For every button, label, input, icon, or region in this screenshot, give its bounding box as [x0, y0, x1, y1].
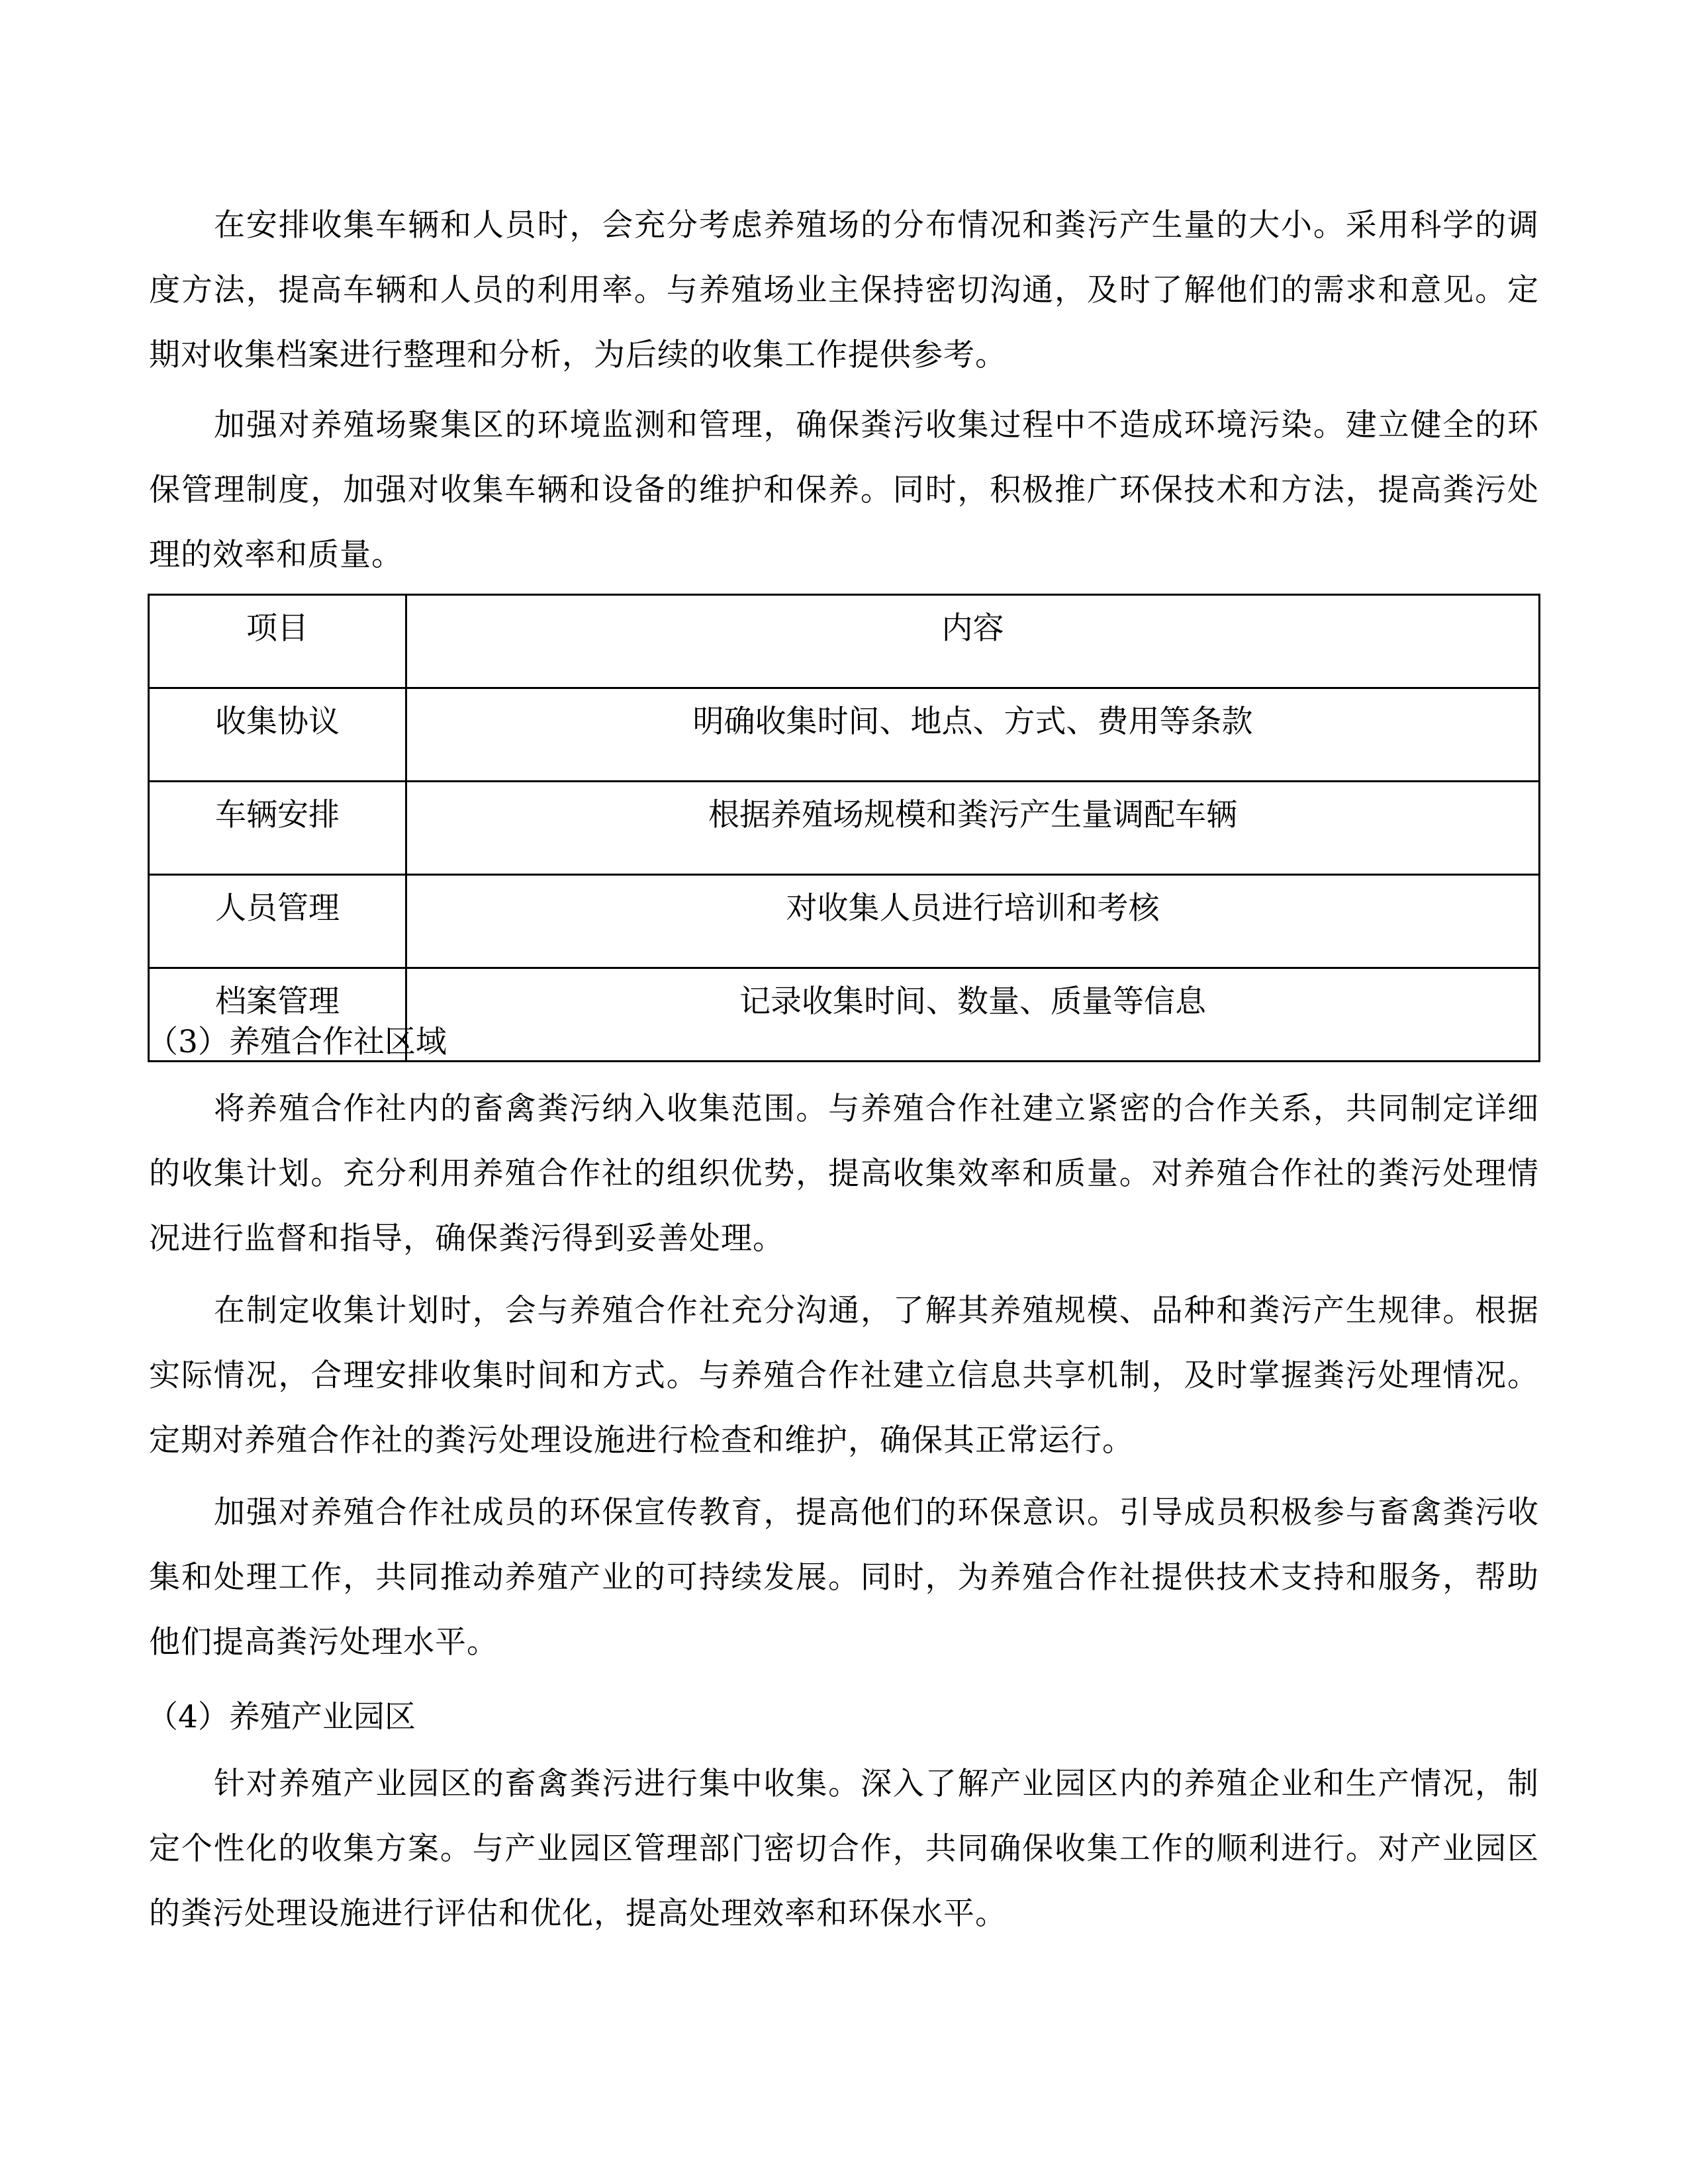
environment-section: [149, 393, 1539, 588]
section-4-paragraph-1-block: [149, 1752, 1539, 1946]
section-3-paragraph-3: 加强对养殖合作社成员的环保宣传教育，提高他们的环保意识。引导成员积极参与畜禽粪污收集和处理工作，共同推动养殖产业的可持续发展。同时，为养殖合作社提供技术支持和服务，帮助他们提高粪污处理水平。: [149, 1494, 1539, 1661]
section-4-paragraph-1: 针对养殖产业园区的畜禽粪污进行集中收集。深入了解产业园区内的养殖企业和生产情况，制定个性化的收集方案。与产业园区管理部门密切合作，共同确保收集工作的顺利进行。对产业园区的粪污处理设施进行评估和优化，提高处理效率和环保水平。: [149, 1766, 1539, 1932]
section-3-paragraph-1: 将养殖合作社内的畜禽粪污纳入收集范围。与养殖合作社建立紧密的合作关系，共同制定详细的收集计划。充分利用养殖合作社的组织优势，提高收集效率和质量。对养殖合作社的粪污处理情况进行监督和指导，确保粪污得到妥善处理。: [149, 1091, 1539, 1257]
table-row: [149, 688, 1540, 782]
table-cell-item: 人员管理: [149, 875, 406, 968]
paragraph-environment-monitoring: 加强对养殖场聚集区的环境监测和管理，确保粪污收集过程中不造成环境污染。建立健全的环保管理制度，加强对收集车辆和设备的维护和保养。同时，积极推广环保技术和方法，提高粪污处理的效率和质量。: [149, 407, 1539, 573]
table-cell-content: 对收集人员进行培训和考核: [406, 875, 1540, 968]
section-3-paragraph-2: 在制定收集计划时，会与养殖合作社充分沟通，了解其养殖规模、品种和粪污产生规律。根据实际情况，合理安排收集时间和方式。与养殖合作社建立信息共享机制，及时掌握粪污处理情况。定期对养殖合作社的粪污处理设施进行检查和维护，确保其正常运行。: [149, 1293, 1539, 1459]
intro-section: [149, 193, 1539, 388]
table-cell-content: 记录收集时间、数量、质量等信息: [406, 968, 1540, 1062]
table-cell-item: 档案管理: [149, 968, 406, 1062]
collection-management-table: [148, 594, 1540, 1062]
section-4-heading: （4）养殖产业园区: [147, 1699, 416, 1735]
section-3-heading: （3）养殖合作社区域: [147, 1024, 447, 1060]
table-row: [149, 782, 1540, 875]
table-cell-content: 根据养殖场规模和粪污产生量调配车辆: [406, 782, 1540, 875]
section-3-paragraph-2-block: [149, 1279, 1539, 1473]
table-header-item: 项目: [149, 595, 406, 688]
table-row: [149, 875, 1540, 968]
table-cell-content: 明确收集时间、地点、方式、费用等条款: [406, 688, 1540, 782]
section-3-paragraph-1-block: [149, 1077, 1539, 1271]
table-cell-item: 收集协议: [149, 688, 406, 782]
paragraph-vehicle-scheduling: 在安排收集车辆和人员时，会充分考虑养殖场的分布情况和粪污产生量的大小。采用科学的调度方法，提高车辆和人员的利用率。与养殖场业主保持密切沟通，及时了解他们的需求和意见。定期对收集档案进行整理和分析，为后续的收集工作提供参考。: [149, 207, 1539, 373]
table-cell-item: 车辆安排: [149, 782, 406, 875]
section-3-paragraph-3-block: [149, 1480, 1539, 1675]
table-header-content: 内容: [406, 595, 1540, 688]
table-header-row: [149, 595, 1540, 688]
